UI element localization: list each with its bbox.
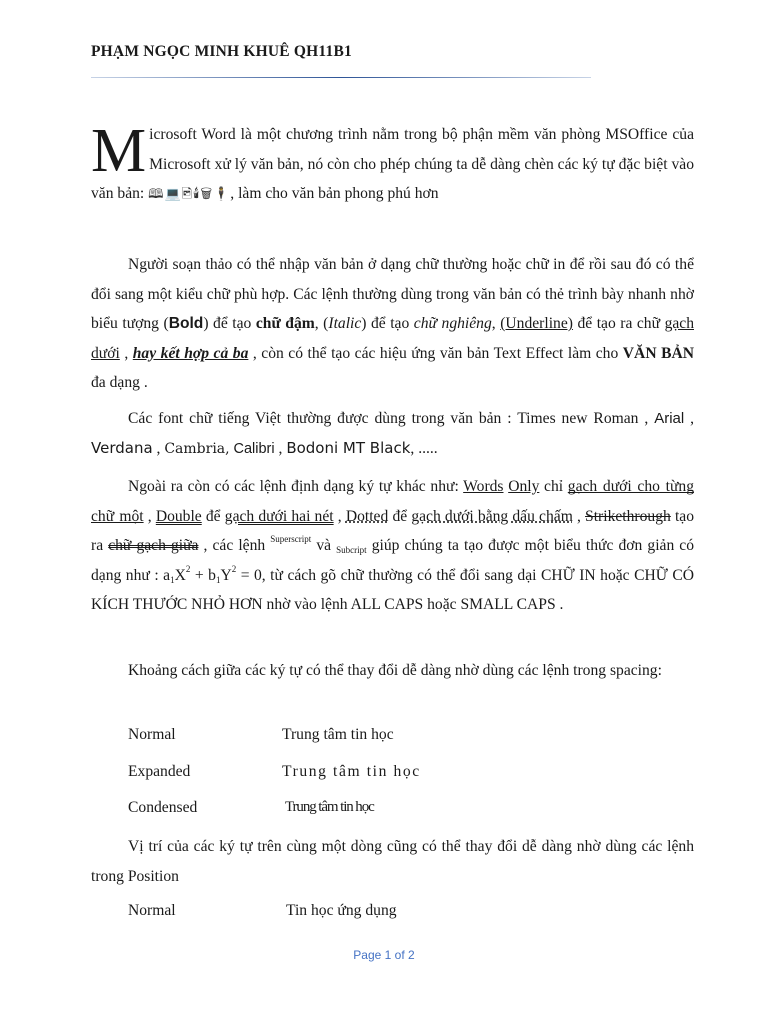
text-run: ) để tạo (361, 315, 414, 332)
dotted-sample: Dotted (345, 507, 389, 525)
underline-sample-2: gạch dưới (91, 315, 694, 362)
formula-superscript: 2 (231, 563, 237, 574)
text-run: , (143, 507, 156, 525)
spacing-sample-condensed: Trung tâm tin học (285, 799, 374, 815)
text-run: và (311, 537, 337, 554)
subscript-sample: Subcript (336, 545, 367, 555)
formula-subscript: 1 (215, 574, 221, 585)
words-sample: Words (463, 478, 504, 495)
strikethrough-sample: Strikethrough (585, 507, 671, 525)
position-label: Normal (128, 902, 176, 919)
italic-sample: Italic (328, 315, 362, 332)
text-run: Các font chữ tiếng Việt thường được dùng trong văn bản : Times new Roman , (128, 410, 655, 427)
verdana-sample: Verdana (91, 438, 153, 457)
bold-sample: Bold (168, 315, 204, 332)
text-run: đa dạng . (91, 374, 148, 391)
text-run: để (201, 507, 225, 525)
text-run: Y (220, 566, 232, 584)
text-run: X (174, 566, 186, 584)
text-effect-sample: VĂN BẢN (622, 344, 695, 362)
formula-superscript: 2 (185, 563, 191, 574)
text-run: Ngoài ra còn có các lệnh định dạng ký tự khác như: (128, 478, 464, 495)
spacing-sample-expanded: Trung tâm tin học (282, 763, 421, 780)
text-run: giúp chúng ta tạo được một biểu thức đơn giản có dạng như : a (91, 537, 695, 584)
text-run: , các lệnh (198, 537, 271, 554)
arial-sample: Arial (654, 410, 685, 427)
spacing-row-normal (128, 726, 394, 744)
text-run: để tạo ra chữ (572, 315, 665, 332)
bold-sample-2: chữ đậm (255, 315, 315, 332)
text-run: , (572, 507, 586, 525)
page-number: Page 1 of 2 (353, 948, 415, 962)
text-run: , (333, 507, 346, 525)
text-run: ) để tạo (203, 315, 256, 332)
text-run: , (684, 410, 695, 427)
combined-format-sample: hay kết hợp cả ba (132, 344, 249, 362)
intro-text-end: , làm cho văn bản phong phú hơn (230, 185, 439, 202)
paragraph-position: Vị trí của các ký tự trên cùng một dòng cũng có thể thay đổi dễ dàng nhờ dùng các lệnh trong Position (91, 838, 694, 885)
text-run: chỉ (539, 478, 568, 495)
strikethrough-sample-2: chữ gạch giữa (108, 537, 199, 554)
spacing-row-condensed (128, 799, 374, 817)
text-run: , (119, 344, 133, 362)
word-underline-sample: gạch dưới cho từng chữ một (91, 478, 694, 525)
double-sample: Double (155, 507, 202, 525)
document-header: PHẠM NGỌC MINH KHUÊ QH11B1 (91, 43, 352, 60)
position-sample-normal: Tin học ứng dụng (286, 902, 397, 919)
formula-subscript: 1 (170, 574, 175, 585)
underline-sample: (Underline) (500, 315, 573, 332)
spacing-label: Condensed (128, 799, 198, 816)
bodoni-sample: Bodoni MT Black (286, 438, 411, 457)
paragraph-intro (91, 117, 694, 210)
dotted-underline-sample: gạch dưới bằng dấu chấm (411, 507, 573, 525)
header-rule (91, 77, 591, 78)
italic-sample-2: chữ nghiêng (413, 315, 492, 332)
text-run: để (388, 507, 412, 525)
spacing-label: Expanded (128, 763, 191, 780)
superscript-sample: Superscript (270, 534, 312, 544)
paragraph-fonts (91, 404, 694, 464)
special-symbols: 🕮💻🖻🕯🗑🕴 (148, 187, 231, 202)
only-sample: Only (508, 478, 540, 495)
text-run: tạo ra (91, 507, 695, 554)
position-row-normal (128, 902, 397, 920)
paragraph-formatting (91, 250, 694, 398)
text-run: + b (190, 566, 216, 584)
spacing-sample-normal: Trung tâm tin học (282, 726, 394, 743)
double-underline-sample: gạch dưới hai nét (224, 507, 334, 525)
text-run: , ( (314, 315, 329, 332)
spacing-label: Normal (128, 726, 176, 743)
paragraph-decorations (91, 472, 694, 620)
text-run: Người soạn thảo có thể nhập văn bản ở dạng chữ thường hoặc chữ in để rồi sau đó có thể đổi sang một kiểu chữ phù hợp. Các lệnh thường dùng trong văn bản có thẻ trình bày nhanh nhờ biểu tượng ( (91, 256, 694, 332)
text-run: = 0, từ cách gõ chữ thường có thể đổi sang dại CHỮ IN hoặc CHỮ CÓ KÍCH THƯỚC NHỎ HƠN nhờ vào lệnh ALL CAPS hoặc SMALL CAPS . (91, 566, 694, 613)
text-run: , (274, 439, 287, 457)
paragraph-spacing: Khoảng cách giữa các ký tự có thể thay đổi dễ dàng nhờ dùng các lệnh trong spacing: (128, 662, 662, 679)
text-run: , (152, 439, 165, 457)
calibri-sample: Calibri (233, 440, 275, 457)
text-run: , (491, 315, 501, 332)
cambria-sample: Cambria, (164, 440, 230, 457)
text-run: , còn có thể tạo các hiệu ứng văn bản Text Effect làm cho (248, 344, 623, 362)
text-run: , ..... (410, 439, 438, 457)
drop-cap: M (91, 117, 147, 185)
intro-text: icrosoft Word là một chương trình nằm trong bộ phận mềm văn phòng MSOffice của Microsoft xử lý văn bản, nó còn cho phép chúng ta dễ dàng chèn các ký tự đặc biệt vào văn bản: (91, 126, 694, 202)
spacing-row-expanded (128, 763, 421, 781)
